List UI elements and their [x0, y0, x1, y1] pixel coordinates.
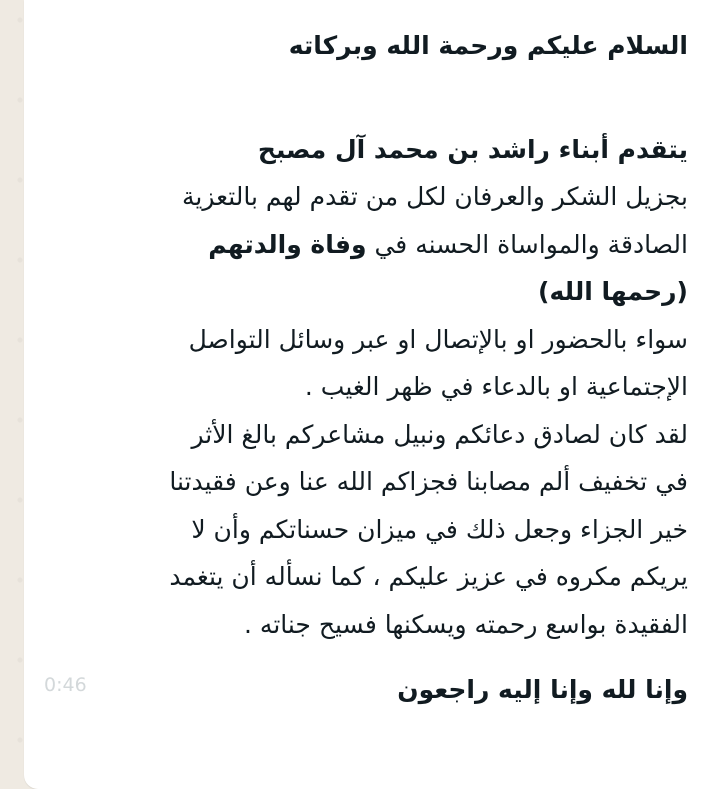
- message-line-8: في تخفيف ألم مصابنا فجزاكم الله عنا وعن فقيدتنا: [169, 467, 688, 496]
- message-line-10: يريكم مكروه في عزيز عليكم ، كما نسأله أن يتغمد: [169, 562, 688, 591]
- message-line-4: (رحمها الله): [538, 277, 688, 306]
- message-greeting: السلام عليكم ورحمة الله وبركاته: [288, 31, 688, 60]
- message-line-9: خير الجزاء وجعل ذلك في ميزان حسناتكم وأن لا: [191, 514, 688, 544]
- message-line-3-bold: وفاة والدتهم: [208, 229, 367, 259]
- message-timestamp: 0:46: [44, 673, 87, 696]
- message-line-6: الإجتماعية او بالدعاء في ظهر الغيب .: [304, 372, 688, 401]
- message-line-7: لقد كان لصادق دعائكم ونبيل مشاعركم بالغ الأثر: [191, 419, 688, 449]
- message-line-3-text: الصادقة والمواساة الحسنه في: [374, 229, 688, 259]
- message-spacer: [54, 70, 688, 126]
- message-footer: [44, 666, 688, 713]
- message-line-2: بجزيل الشكر والعرفان لكل من تقدم لهم بالتعزية: [181, 182, 688, 211]
- message-line-3: [54, 221, 688, 269]
- message-bubble[interactable]: [24, 0, 728, 789]
- message-closing: وإنا لله وإنا إليه راجعون: [397, 675, 688, 704]
- message-line-5: سواء بالحضور او بالإتصال او عبر وسائل التواصل: [188, 324, 688, 354]
- message-line-1: يتقدم أبناء راشد بن محمد آل مصبح: [257, 134, 688, 164]
- message-line-11: الفقيدة بواسع رحمته ويسكنها فسيح جناته .: [244, 609, 688, 639]
